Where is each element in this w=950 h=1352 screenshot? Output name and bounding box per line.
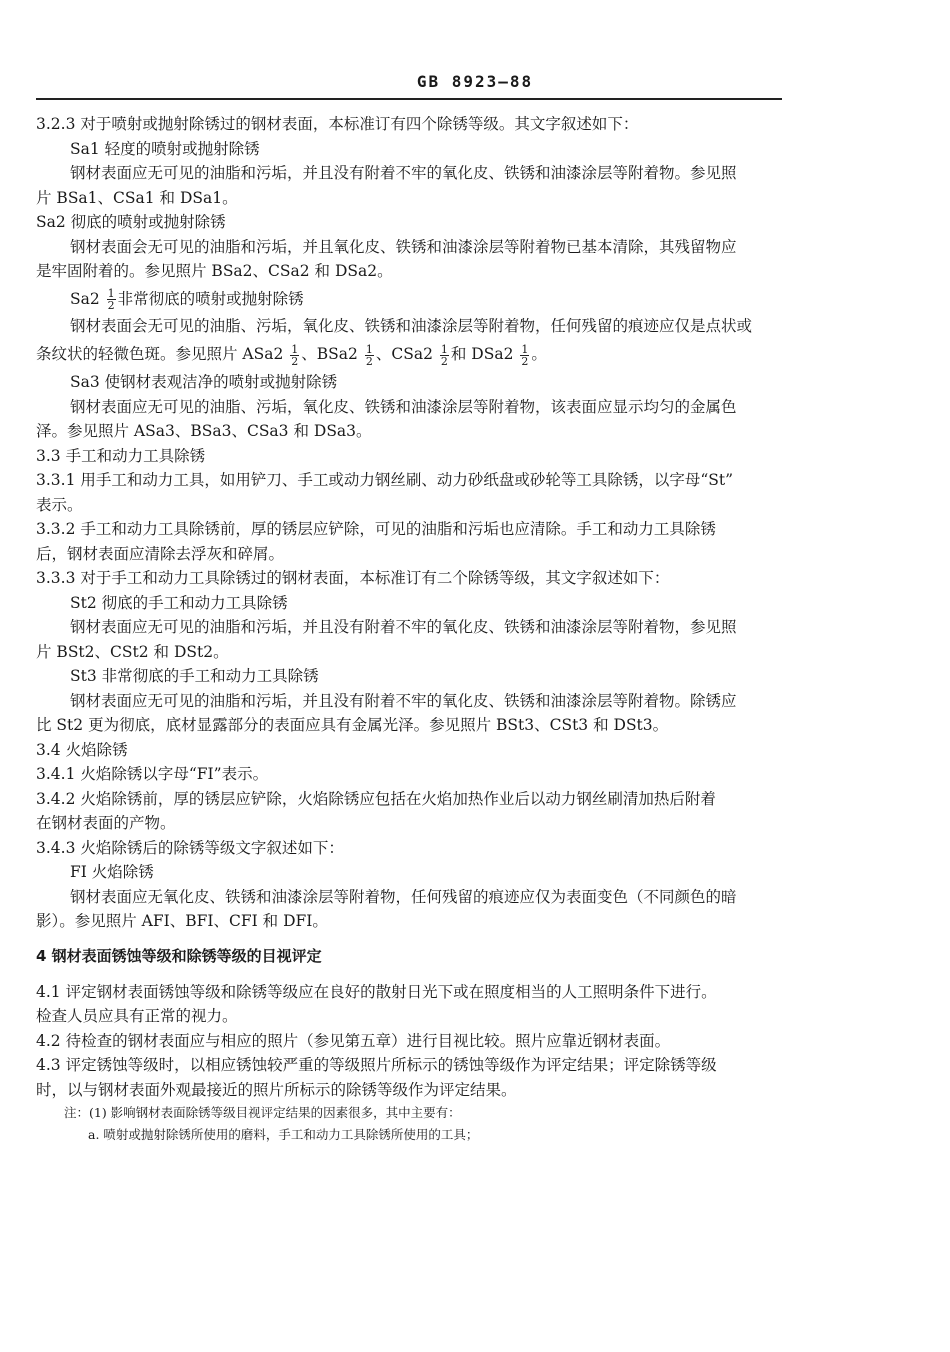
grade-sa1-text-2: 片 BSa1、CSa1 和 DSa1。 (36, 188, 238, 207)
fraction-numerator: 1 (107, 287, 115, 300)
clause-3-3-2-1: 3.3.2 手工和动力工具除锈前，厚的锈层应铲除，可见的油脂和污垢也应清除。手工和动力工具除锈 (36, 520, 716, 538)
text-seg: 条纹状的轻微色斑。参见照片 ASa2 (36, 345, 284, 363)
grade-st2-text-2: 片 BSt2、CSt2 和 DSt2。 (36, 642, 229, 661)
clause-3-2-3: 3.2.3 对于喷射或抛射除锈过的钢材表面，本标准订有四个除锈等级。其文字叙述如下： (36, 115, 639, 133)
grade-sa2-text-2: 是牢固附着的。参见照片 BSa2、CSa2 和 DSa2。 (36, 262, 393, 280)
grade-st3-title: St3 非常彻底的手工和动力工具除锈 (70, 667, 319, 685)
clause-3-3-2-2: 后，钢材表面应清除去浮灰和碎屑。 (36, 544, 285, 563)
grade-sa3-text-2: 泽。参见照片 ASa3、BSa3、CSa3 和 DSa3。 (36, 422, 372, 440)
clause-3-4-2-2: 在钢材表面的产物。 (36, 814, 176, 832)
grade-st3-text-1: 钢材表面应无可见的油脂和污垢，并且没有附着不牢的氧化皮、铁锈和油漆涂层等附着物。除锈应 (70, 691, 737, 710)
clause-3-4-2-1: 3.4.2 火焰除锈前，厚的锈层应铲除，火焰除锈应包括在火焰加热作业后以动力钢丝刷清加热后附着 (36, 789, 716, 808)
grade-st2-text-1: 钢材表面应无可见的油脂和污垢，并且没有附着不牢的氧化皮、铁锈和油漆涂层等附着物，参见照 (70, 618, 737, 636)
text-seg: 。 (531, 345, 547, 363)
section-3-4: 3.4 火焰除锈 (36, 740, 128, 759)
text-seg: 、BSa2 (301, 345, 358, 363)
section-3-3: 3.3 手工和动力工具除锈 (36, 446, 206, 465)
text-seg: 和 DSa2 (450, 345, 514, 363)
fraction-numerator: 1 (365, 342, 373, 356)
clause-3-4-1: 3.4.1 火焰除锈以字母“FI”表示。 (36, 765, 269, 783)
fraction-denominator: 2 (440, 354, 448, 368)
grade-st3-text-2: 比 St2 更为彻底，底材显露部分的表面应具有金属光泽。参见照片 BSt3、CSt3 和 DSt3。 (36, 716, 669, 734)
fraction (440, 344, 449, 367)
grade-sa2-title: Sa2 彻底的喷射或抛射除锈 (36, 213, 226, 231)
fraction-numerator: 1 (521, 342, 529, 356)
fraction-denominator: 2 (521, 354, 529, 368)
grade-sa3-text-1: 钢材表面应无可见的油脂、污垢，氧化皮、铁锈和油漆涂层等附着物，该表面应显示均匀的金属色 (70, 397, 737, 416)
fraction-denominator: 2 (365, 354, 373, 368)
grade-sa2-half-title (36, 284, 784, 314)
fraction (290, 344, 299, 367)
text-seg: 、CSa2 (375, 345, 433, 363)
grade-sa1-title: Sa1 轻度的喷射或抛射除锈 (70, 139, 260, 158)
clause-3-3-1-1: 3.3.1 用手工和动力工具，如用铲刀、手工或动力钢丝刷、动力砂纸盘或砂轮等工具除锈，以字母“St” (36, 471, 734, 489)
grade-sa2-half-text-1: 钢材表面会无可见的油脂、污垢，氧化皮、铁锈和油漆涂层等附着物，任何残留的痕迹应仅是点状或 (70, 316, 753, 335)
chapter-4-heading: 4 钢材表面锈蚀等级和除锈等级的目视评定 (36, 946, 322, 965)
header-rule (36, 98, 782, 100)
fraction (107, 288, 116, 311)
clause-4-1-1: 4.1 评定钢材表面锈蚀等级和除锈等级应在良好的散射日光下或在照度相当的人工照明条件下进行。 (36, 982, 717, 1001)
clause-3-4-3: 3.4.3 火焰除锈后的除锈等级文字叙述如下： (36, 838, 344, 857)
clause-4-1-2: 检查人员应具有正常的视力。 (36, 1007, 238, 1025)
clause-4-2: 4.2 待检查的钢材表面应与相应的照片（参见第五章）进行目视比较。照片应靠近钢材表面。 (36, 1031, 671, 1050)
grade-label: Sa2 (70, 289, 100, 308)
fraction (520, 344, 529, 367)
document-header: GB 8923—88 (416, 72, 534, 91)
clause-3-3-1-2: 表示。 (36, 495, 83, 514)
clause-3-3-3: 3.3.3 对于手工和动力工具除锈过的钢材表面，本标准订有二个除锈等级，其文字叙述如下： (36, 569, 670, 587)
grade-sa2-text-1: 钢材表面会无可见的油脂和污垢，并且氧化皮、铁锈和油漆涂层等附着物已基本清除，其残留物应 (70, 237, 737, 256)
note-1: 注：(1) 影响钢材表面除锈等级目视评定结果的因素很多，其中主要有： (64, 1105, 461, 1120)
fraction-numerator: 1 (440, 342, 448, 356)
grade-sa3-title: Sa3 使钢材表观洁净的喷射或抛射除锈 (70, 373, 338, 391)
grade-desc: 非常彻底的喷射或抛射除锈 (117, 289, 304, 308)
fraction-denominator: 2 (107, 299, 115, 312)
document-body (36, 112, 784, 1146)
fraction (365, 344, 374, 367)
grade-st2-title: St2 彻底的手工和动力工具除锈 (70, 593, 288, 612)
note-1-a: a. 喷射或抛射除锈所使用的磨料，手工和动力工具除锈所使用的工具； (88, 1127, 479, 1142)
grade-sa2-half-text-2 (36, 338, 784, 370)
grade-fi-text-2: 影）。参见照片 AFI、BFI、CFI 和 DFI。 (36, 912, 328, 930)
grade-sa1-text-1: 钢材表面应无可见的油脂和污垢，并且没有附着不牢的氧化皮、铁锈和油漆涂层等附着物。参见照 (70, 164, 737, 182)
grade-fi-text-1: 钢材表面应无氧化皮、铁锈和油漆涂层等附着物，任何残留的痕迹应仅为表面变色（不同颜色的暗 (70, 887, 737, 906)
grade-fi-title: FI 火焰除锈 (70, 863, 154, 881)
fraction-numerator: 1 (291, 342, 299, 356)
clause-4-3-2: 时，以与钢材表面外观最接近的照片所标示的除锈等级作为评定结果。 (36, 1080, 517, 1099)
clause-4-3-1: 4.3 评定锈蚀等级时，以相应锈蚀较严重的等级照片所标示的锈蚀等级作为评定结果；评定除锈等级 (36, 1056, 717, 1074)
fraction-denominator: 2 (291, 354, 299, 368)
